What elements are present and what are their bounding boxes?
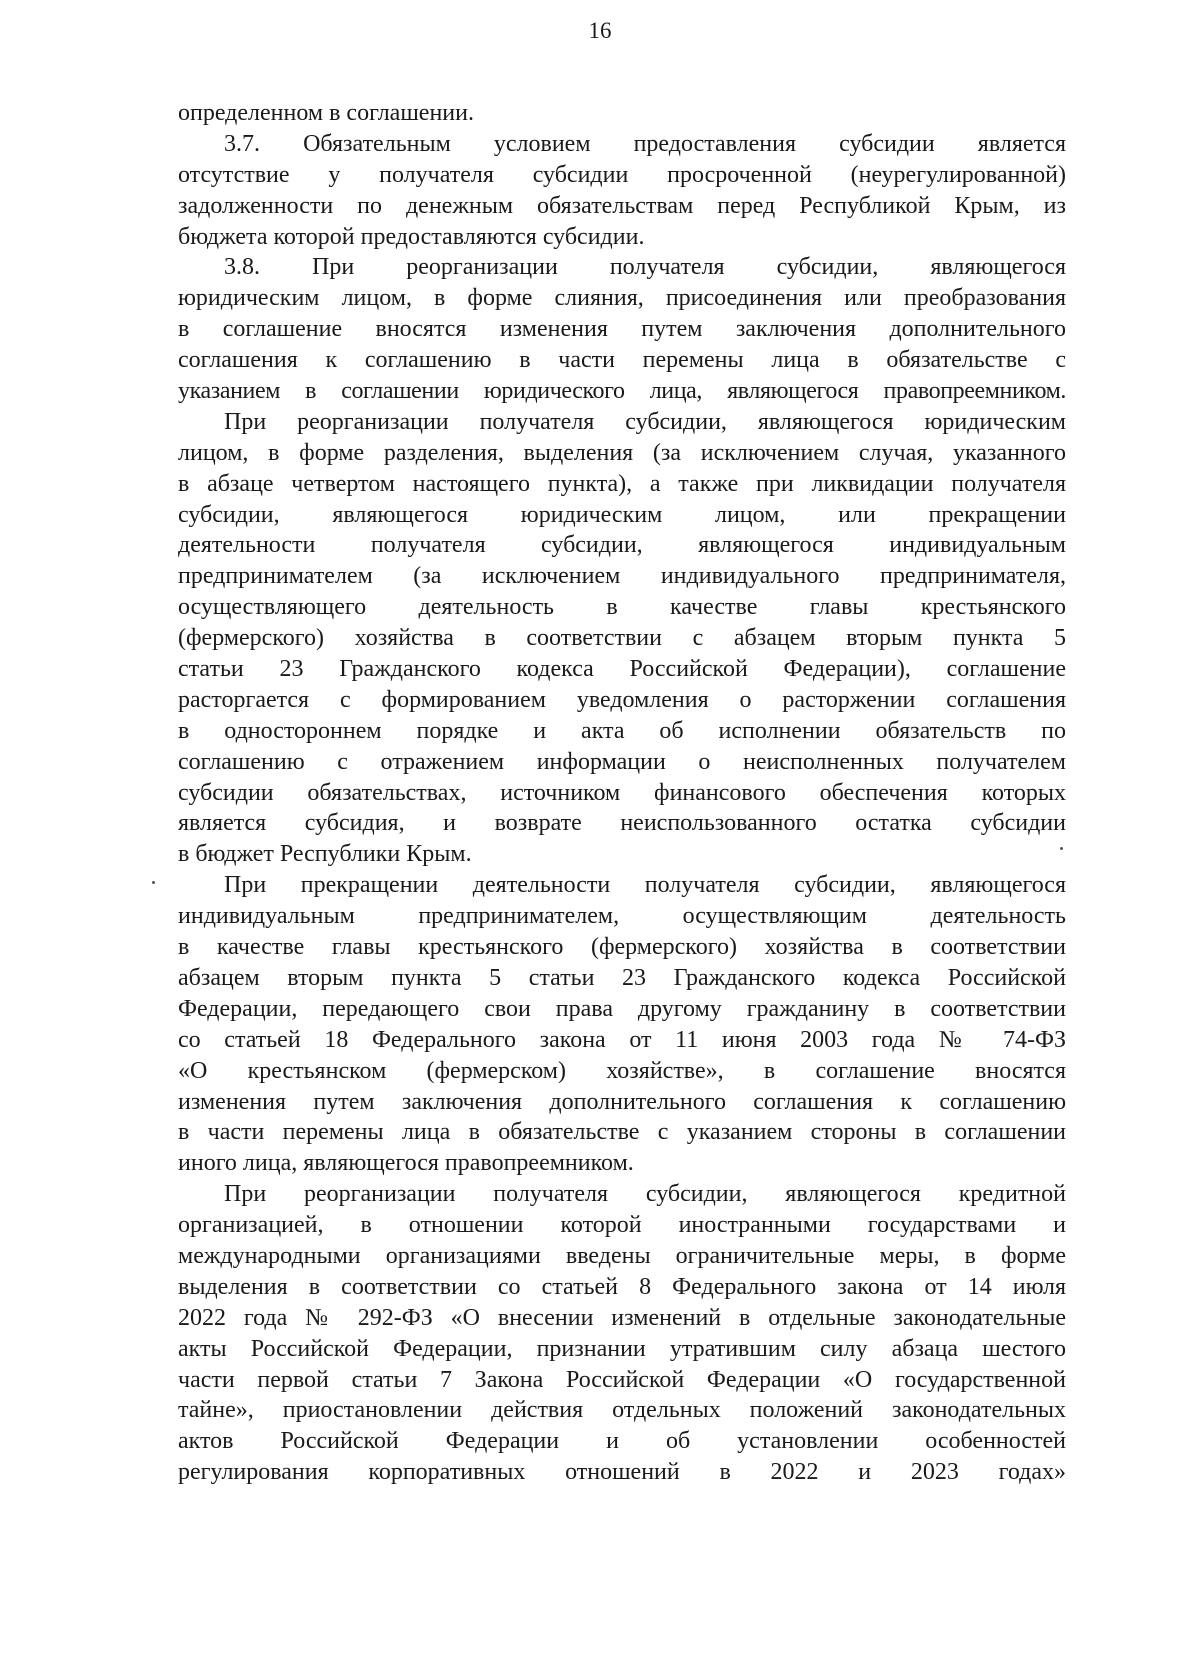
text-line: в качестве главы крестьянского (фермерского) хозяйства в соответствии	[178, 934, 1066, 961]
text-line: статьи 23 Гражданского кодекса Российской Федерации), соглашение	[178, 656, 1066, 683]
text-line: При реорганизации получателя субсидии, являющегося кредитной	[224, 1181, 1066, 1208]
text-line: регулирования корпоративных отношений в 2022 и 2023 годах»	[178, 1459, 1066, 1486]
scan-speck	[1060, 847, 1063, 850]
text-line: тайне», приостановлении действия отдельных положений законодательных	[178, 1397, 1066, 1424]
text-line: выделения в соответствии со статьей 8 Федерального закона от 14 июля	[178, 1273, 1066, 1300]
text-line: в абзаце четвертом настоящего пункта), а также при ликвидации получателя	[178, 470, 1066, 497]
text-line: юридическим лицом, в форме слияния, присоединения или преобразования	[178, 285, 1066, 312]
text-line: организацией, в отношении которой иностранными государствами и	[178, 1212, 1066, 1239]
text-line: задолженности по денежным обязательствам перед Республикой Крым, из	[178, 192, 1066, 219]
text-line: лицом, в форме разделения, выделения (за исключением случая, указанного	[178, 439, 1066, 466]
text-line: в бюджет Республики Крым.	[178, 841, 472, 868]
text-line: в соглашение вносятся изменения путем заключения дополнительного	[178, 316, 1066, 343]
text-line: субсидии обязательствах, источником финансового обеспечения которых	[178, 779, 1066, 806]
text-line: отсутствие у получателя субсидии просроченной (неурегулированной)	[178, 161, 1066, 188]
text-line: субсидии, являющегося юридическим лицом, или прекращении	[178, 501, 1066, 528]
text-line: 3.7. Обязательным условием предоставления субсидии является	[224, 130, 1066, 157]
text-line: указанием в соглашении юридического лица, являющегося правопреемником.	[178, 378, 1066, 405]
text-line: международными организациями введены ограничительные меры, в форме	[178, 1242, 1066, 1269]
text-line: иного лица, являющегося правопреемником.	[178, 1150, 634, 1177]
text-line: При прекращении деятельности получателя субсидии, являющегося	[224, 872, 1066, 899]
text-line: является субсидия, и возврате неиспользованного остатка субсидии	[178, 810, 1066, 837]
text-line: 3.8. При реорганизации получателя субсидии, являющегося	[224, 254, 1066, 281]
text-line: соглашению с отражением информации о неисполненных получателем	[178, 748, 1066, 775]
text-line: соглашения к соглашению в части перемены лица в обязательстве с	[178, 347, 1066, 374]
text-line: определенном в соглашении.	[178, 100, 474, 126]
document-body	[178, 98, 1066, 1488]
text-line: со статьей 18 Федерального закона от 11 июня 2003 года № 74-ФЗ	[178, 1026, 1066, 1053]
text-line: 2022 года № 292-ФЗ «О внесении изменений в отдельные законодательные	[178, 1304, 1066, 1331]
page-number: 16	[588, 18, 612, 43]
text-line: абзацем вторым пункта 5 статьи 23 Гражданского кодекса Российской	[178, 964, 1066, 991]
text-line: бюджета которой предоставляются субсидии.	[178, 223, 645, 250]
text-line: При реорганизации получателя субсидии, являющегося юридическим	[224, 408, 1066, 435]
text-line: расторгается с формированием уведомления о расторжении соглашения	[178, 686, 1066, 713]
text-line: актов Российской Федерации и об установлении особенностей	[178, 1428, 1066, 1455]
text-line: изменения путем заключения дополнительного соглашения к соглашению	[178, 1088, 1066, 1115]
text-line: деятельности получателя субсидии, являющегося индивидуальным	[178, 532, 1066, 559]
scan-speck	[152, 881, 155, 884]
text-line: предпринимателем (за исключением индивидуального предпринимателя,	[178, 563, 1066, 590]
text-line: в одностороннем порядке и акта об исполнении обязательств по	[178, 717, 1066, 744]
text-line: в части перемены лица в обязательстве с указанием стороны в соглашении	[178, 1119, 1066, 1146]
text-line: части первой статьи 7 Закона Российской Федерации «О государственной	[178, 1366, 1066, 1393]
text-line: Федерации, передающего свои права другому гражданину в соответствии	[178, 995, 1066, 1022]
text-line: (фермерского) хозяйства в соответствии с абзацем вторым пункта 5	[178, 625, 1066, 652]
text-line: индивидуальным предпринимателем, осуществляющим деятельность	[178, 903, 1066, 930]
text-line: акты Российской Федерации, признании утратившим силу абзаца шестого	[178, 1335, 1066, 1362]
text-line: осуществляющего деятельность в качестве главы крестьянского	[178, 594, 1066, 621]
text-line: «О крестьянском (фермерском) хозяйстве», в соглашение вносятся	[178, 1057, 1066, 1084]
